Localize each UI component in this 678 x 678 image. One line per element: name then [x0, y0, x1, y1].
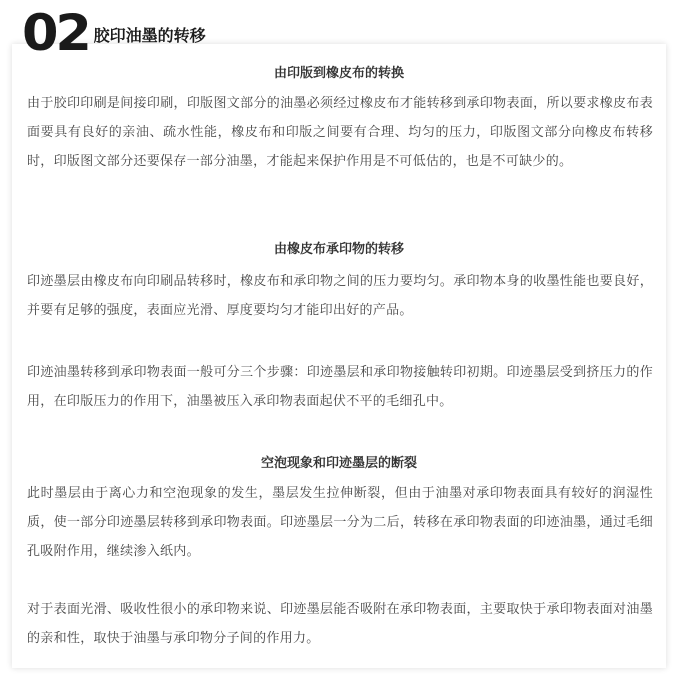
paragraph-cavitation-2: 对于表面光滑、吸收性很小的承印物来说、印迹墨层能否吸附在承印物表面，主要取快于承印物表面对油墨的亲和性，取快于油墨与承印物分子间的作用力。: [27, 602, 653, 646]
paragraph-cavitation-1: 此时墨层由于离心力和空泡现象的发生，墨层发生拉伸断裂，但由于油墨对承印物表面具有较好的润湿性质，使一部分印迹墨层转移到承印物表面。印迹墨层一分为二后，转移在承印物表面的印迹油墨，通过毛细孔吸附作用，继续渗入纸内。: [27, 486, 653, 559]
section-header: [22, 4, 206, 62]
section-heading: 胶印油墨的转移: [93, 25, 206, 45]
content-card: [12, 44, 666, 668]
paragraph-plate-to-blanket: 由于胶印印刷是间接印刷，印版图文部分的油墨必须经过橡皮布才能转移到承印物表面，所以要求橡皮布表面要具有良好的亲油、疏水性能，橡皮布和印版之间要有合理、均匀的压力，印版图文部分向橡皮布转移时，印版图文部分还要保存一部分油墨，才能起来保护作用是不可低估的，也是不可缺少的。: [27, 96, 653, 169]
section-number: 02: [22, 4, 89, 62]
paragraph-blanket-to-substrate-1: 印迹墨层由橡皮布向印刷品转移时，橡皮布和承印物之间的压力要均匀。承印物本身的收墨性能也要良好，并要有足够的强度，表面应光滑、厚度要均匀才能印出好的产品。: [27, 274, 653, 318]
section-title-plate-to-blanket: 由印版到橡皮布的转换: [273, 66, 404, 81]
section-title-blanket-to-substrate: 由橡皮布承印物的转移: [273, 242, 404, 257]
paragraph-blanket-to-substrate-2: 印迹油墨转移到承印物表面一般可分三个步骤：印迹墨层和承印物接触转印初期。印迹墨层受到挤压力的作用，在印版压力的作用下，油墨被压入承印物表面起伏不平的毛细孔中。: [27, 365, 653, 409]
section-title-cavitation: 空泡现象和印迹墨层的断裂: [260, 456, 417, 471]
